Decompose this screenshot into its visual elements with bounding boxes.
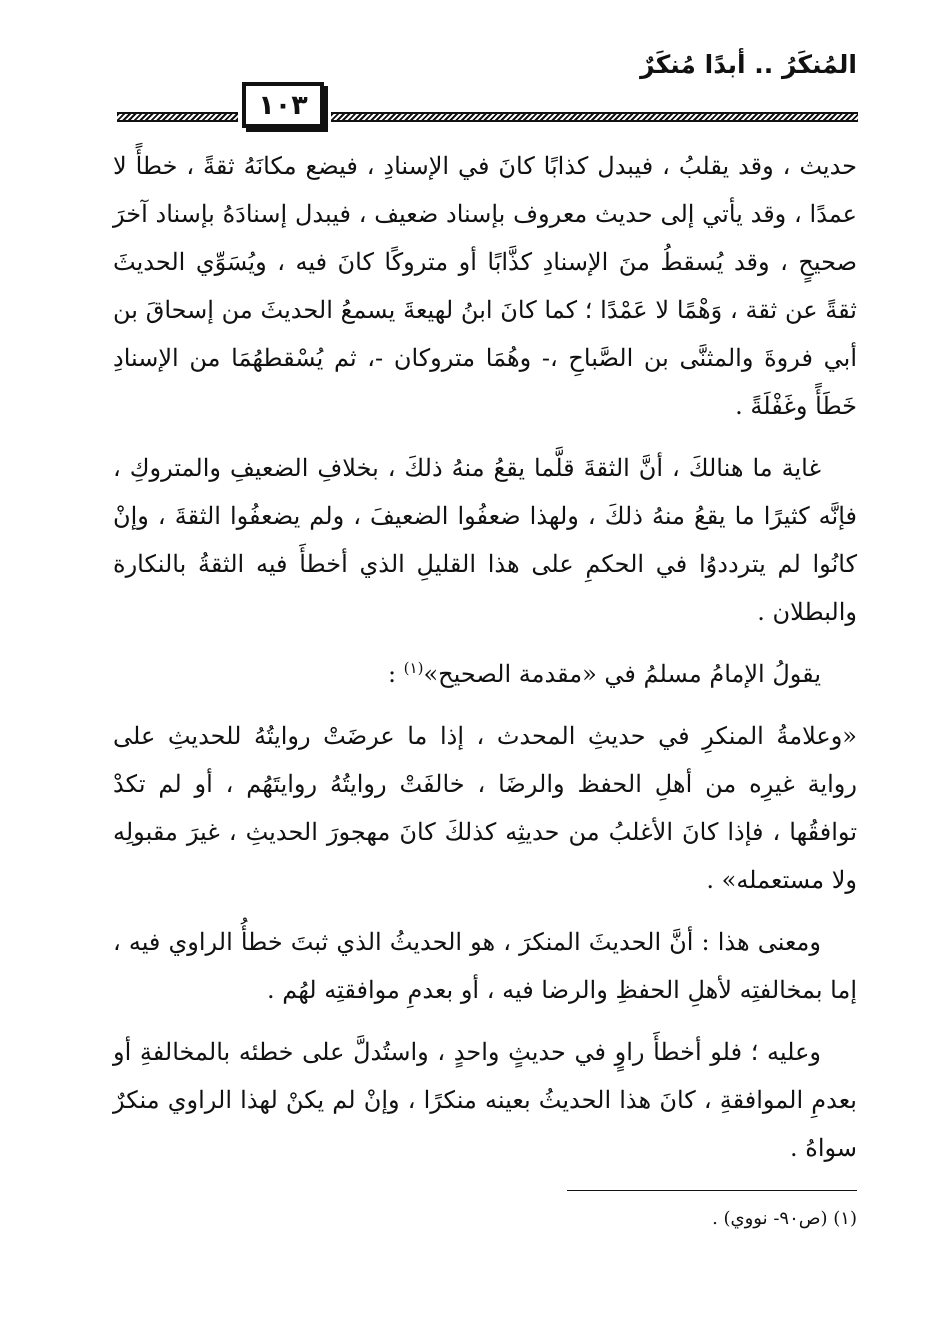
- paragraph-6: وعليه ؛ فلو أخطأَ راوٍ في حديثٍ واحدٍ ، واستُدلَّ على خطئه بالمخالفةِ أو بعدمِ الموافقةِ ، كانَ هذا الحديثُ بعينه منكرًا ، وإنْ لم يكنْ لهذا الراوي منكرٌ سواهُ .: [113, 1038, 857, 1162]
- footnote-separator: [567, 1190, 857, 1191]
- paragraph-1: حديث ، وقد يقلبُ ، فيبدل كذابًا كانَ في الإسنادِ ، فيضع مكانَهُ ثقةً ، خطأً لا عمدًا ، وقد يأتي إلى حديث معروف بإسناد ضعيف ، فيبدل إسنادَهُ بإسناد آخرَ صحيحٍ ، وقد يُسقطُ منَ الإسنادِ كذَّابًا أو متروكًا كانَ فيه ، ويُسَوِّي الحديثَ ثقةً عن ثقة ، وَهْمًا لا عَمْدًا ؛ كما كانَ ابنُ لهيعةَ يسمعُ الحديثَ من إسحاقَ بن أبي فروةَ والمثنَّى بن الصَّباحِ ،- وهُمَا متروكان -، ثم يُسْقطهُمَا من الإسنادِ خَطَأً وغَفْلَةً .: [113, 152, 857, 420]
- footnote: (١) (ص٩٠- نووي) .: [712, 1208, 857, 1229]
- running-title: المُنكَرُ .. أبدًا مُنكَرٌ: [640, 50, 857, 79]
- header-ornament-rule-right: [331, 112, 858, 122]
- paragraph-quotation: «وعلامةُ المنكرِ في حديثِ المحدث ، إذا ما عرضَتْ روايتُهُ للحديثِ على رواية غيرِه من أهلِ الحفظ والرضَا ، خالفَتْ روايتُهُ روايتَهُم ، أو لم تكدْ توافقُها ، فإذا كانَ الأغلبُ من حديثِه كذلكَ كانَ مهجورَ الحديثِ ، غيرَ مقبولِه ولا مستعمله» .: [113, 722, 857, 894]
- footnote-marker[interactable]: (١): [403, 659, 424, 677]
- paragraph-5: ومعنى هذا : أنَّ الحديثَ المنكرَ ، هو الحديثُ الذي ثبتَ خطأُ الراوي فيه ، إما بمخالفتِه لأهلِ الحفظِ والرضا فيه ، أو بعدمِ موافقتِه لهُم .: [113, 928, 857, 1004]
- page-number: ١٠٣: [242, 82, 324, 128]
- header-ornament-rule-left: [117, 112, 238, 122]
- paragraph-2: غاية ما هنالكَ ، أنَّ الثقةَ قلَّما يقعُ منهُ ذلكَ ، بخلافِ الضعيفِ والمتروكِ ، فإنَّه كثيرًا ما يقعُ منهُ ذلكَ ، ولهذا ضعفُوا الضعيفَ ، ولم يضعفُوا الثقةَ ، وإنْ كانُوا لم يترددوُا في الحكمِ على هذا القليلِ الذي أخطأَ فيه الثقةُ بالنكارة والبطلان .: [113, 454, 857, 626]
- quote-intro: يقولُ الإمامُ مسلمُ في «مقدمة الصحيح»: [423, 660, 821, 688]
- paragraph-3: [113, 650, 857, 698]
- body-text: [113, 142, 857, 1186]
- quote-intro-colon: :: [387, 660, 404, 688]
